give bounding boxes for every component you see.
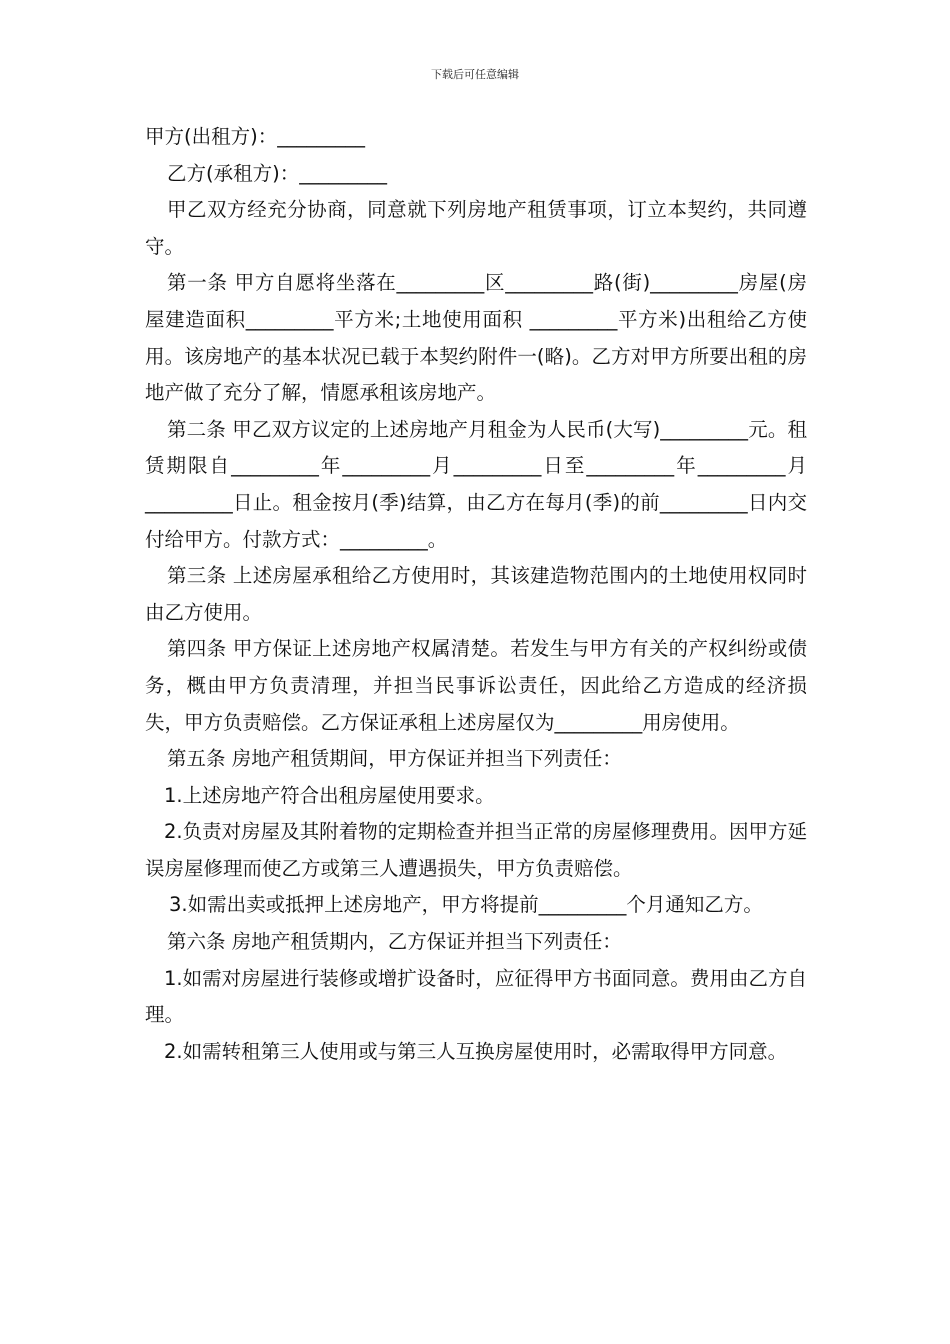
contract-body xyxy=(145,119,807,1070)
article-6-item-2: 2.如需转租第三人使用或与第三人互换房屋使用时，必需取得甲方同意。 xyxy=(164,1039,788,1063)
article-6-item-1: 1.如需对房屋进行装修或增扩设备时，应征得甲方书面同意。费用由乙方自理。 xyxy=(145,966,807,1027)
article-2-paragraph: 第二条 甲乙双方议定的上述房地产月租金为人民币(大写)_________元。租赁期限自_________年_________月_________日至_________年_________月_________日止。租金按月(季)结算，由乙方在每月(季)的前_________日内交付给甲方。付款方式：_________。 xyxy=(145,417,807,551)
page-header-note: 下载后可任意编辑 xyxy=(431,68,519,81)
article-5-item-2: 2.负责对房屋及其附着物的定期检查并担当正常的房屋修理费用。因甲方延误房屋修理而使乙方或第三人遭遇损失，甲方负责赔偿。 xyxy=(145,820,807,880)
article-4-paragraph: 第四条 甲方保证上述房地产权属清楚。若发生与甲方有关的产权纠纷或债务，概由甲方负责清理，并担当民事诉讼责任，因此给乙方造成的经济损失，甲方负责赔偿。乙方保证承租上述房屋仅为_________用房使用。 xyxy=(145,637,807,734)
preamble-paragraph: 甲乙双方经充分协商，同意就下列房地产租赁事项，订立本契约，共同遵守。 xyxy=(145,198,807,258)
party-a-line: 甲方(出租方)：_________ xyxy=(145,125,365,148)
article-5-item-1: 1.上述房地产符合出租房屋使用要求。 xyxy=(164,783,495,807)
article-1-paragraph: 第一条 甲方自愿将坐落在_________区_________路(街)_________房屋(房屋建造面积_________平方米;土地使用面积 _________平方米)出租给乙方使用。该房地产的基本状况已载于本契约附件一(略)。乙方对甲方所要出租的房地产做了充分了解，情愿承租该房地产。 xyxy=(145,271,807,405)
article-5-item-3: 3.如需出卖或抵押上述房地产，甲方将提前_________个月通知乙方。 xyxy=(169,893,763,917)
party-b-line: 乙方(承租方)：_________ xyxy=(167,161,387,185)
article-5-paragraph: 第五条 房地产租赁期间，甲方保证并担当下列责任： xyxy=(167,747,622,771)
article-3-paragraph: 第三条 上述房屋承租给乙方使用时，其该建造物范围内的土地使用权同时由乙方使用。 xyxy=(145,564,807,624)
article-6-paragraph: 第六条 房地产租赁期内，乙方保证并担当下列责任： xyxy=(167,930,622,954)
